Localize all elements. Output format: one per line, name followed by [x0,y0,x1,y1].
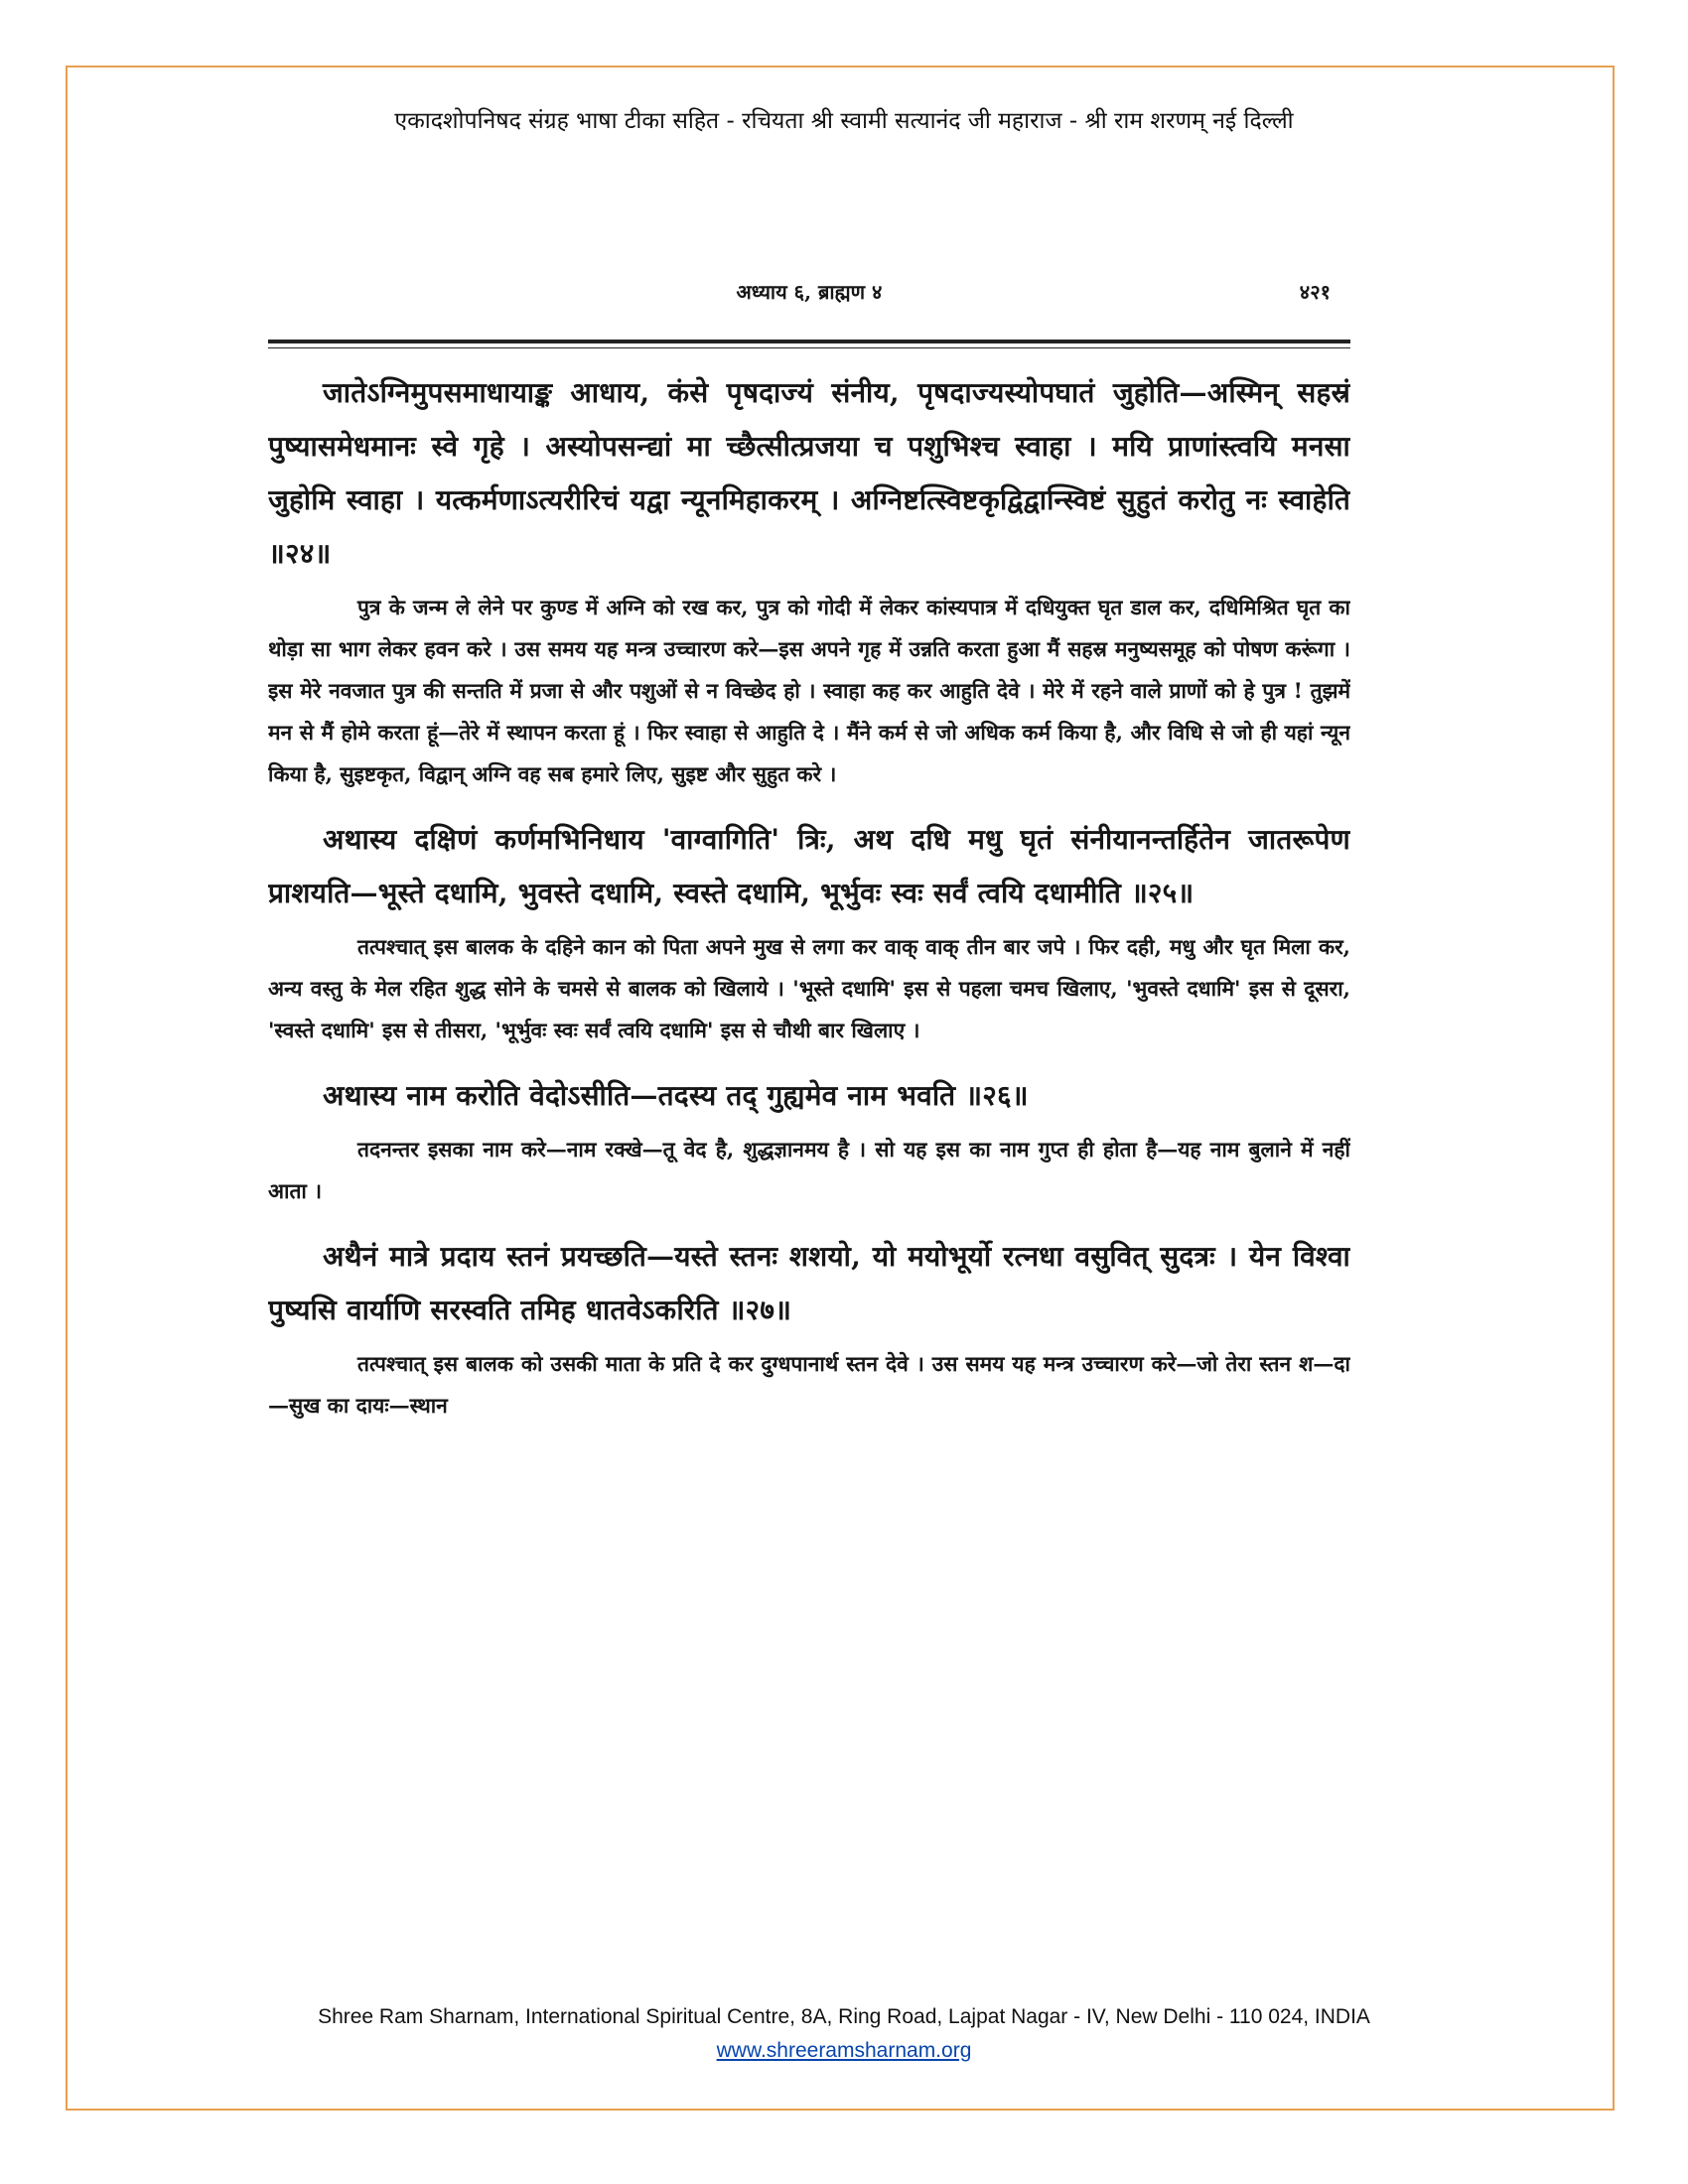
running-head [268,278,1350,318]
verse-25: अथास्य दक्षिणं कर्णमभिनिधाय 'वाग्वागिति' त्रिः, अथ दधि मधु घृतं संनीयानन्तर्हितेन जातरूपेण प्राशयति—भूस्ते दधामि, भुवस्ते दधामि, स्वस्ते दधामि, भूर्भुवः स्वः सर्वं त्वयि दधामीति ॥२५॥ [268,823,1350,909]
verse-26: अथास्य नाम करोति वेदोऽसीति—तदस्य तद् गुह्यमेव नाम भवति ॥२६॥ [323,1079,1029,1112]
commentary-25: तत्पश्चात् इस बालक के दहिने कान को पिता अपने मुख से लगा कर वाक् वाक् तीन बार जपे । फिर दही, मधु और घृत मिला कर, अन्य वस्तु के मेल रहित शुद्ध सोने के चमसे से बालक को खिलाये । 'भूस्ते दधामि' इस से पहला चमच खिलाए, 'भुवस्ते दधामि' इस से दूसरा, 'स्वस्ते दधामि' इस से तीसरा, 'भूर्भुवः स्वः सर्वं त्वयि दधामि' इस से चौथी बार खिलाए । [268,934,1350,1042]
page-number: ४२१ [1299,280,1331,304]
page-header-title: एकादशोपनिषद संग्रह भाषा टीका सहित - रचियता श्री स्वामी सत्यानंद जी महाराज - श्री राम शरणम् नई दिल्ली [394,108,1294,134]
scanned-page [268,268,1350,1956]
commentary-24: पुत्र के जन्म ले लेने पर कुण्ड में अग्नि को रख कर, पुत्र को गोदी में लेकर कांस्यपात्र में दधियुक्त घृत डाल कर, दधिमिश्रित घृत का थोड़ा सा भाग लेकर हवन करे । उस समय यह मन्त्र उच्चारण करे—इस अपने गृह में उन्नति करता हुआ मैं सहस्र मनुष्यसमूह को पोषण करूंगा । इस मेरे नवजात पुत्र की सन्तति में प्रजा से और पशुओं से न विच्छेद हो । स्वाहा कह कर आहुति देवे । मेरे में रहने वाले प्राणों को हे पुत्र ! तुझमें मन से मैं होमे करता हूं—तेरे में स्थापन करता हूं । फिर स्वाहा से आहुति दे । मैंने कर्म से जो अधिक कर्म किया है, और विधि से जो ही यहां न्यून किया है, सुइष्टकृत, विद्वान् अग्नि वह सब हमारे लिए, सुइष्ट और सुहुत करे । [268,595,1350,786]
verse-27: अथैनं मात्रे प्रदाय स्तनं प्रयच्छति—यस्ते स्तनः शशयो, यो मयोभूर्यो रत्नधा वसुवित् सुदत्रः । येन विश्वा पुष्यसि वार्याणि सरस्वति तमिह धातवेऽकरिति ॥२७॥ [268,1240,1350,1326]
footer-address: Shree Ram Sharnam, International Spiritual Centre, 8A, Ring Road, Lajpat Nagar - IV, New Delhi - 110 024, INDIA [318,2005,1370,2028]
header-rule-thin [268,347,1350,348]
header-rule-thick [268,340,1350,343]
chapter-heading: अध्याय ६, ब्राह्मण ४ [736,280,883,304]
website-link[interactable]: www.shreeramsharnam.org [716,2039,972,2062]
commentary-27: तत्पश्चात् इस बालक को उसकी माता के प्रति दे कर दुग्धपानार्थ स्तन देवे । उस समय यह मन्त्र उच्चारण करे—जो तेरा स्तन श—दा—सुख का दायः—स्थान [268,1351,1350,1418]
commentary-26: तदनन्तर इसका नाम करे—नाम रक्खे—तू वेद है, शुद्धज्ञानमय है । सो यह इस का नाम गुप्त ही होता है—यह नाम बुलाने में नहीं आता । [268,1137,1350,1203]
verse-24: जातेऽग्निमुपसमाधायाङ्क आधाय, कंसे पृषदाज्यं संनीय, पृषदाज्यस्योपघातं जुहोति—अस्मिन् सहस्रं पुष्यासमेधमानः स्वे गृहे । अस्योपसन्द्यां मा च्छैत्सीत्प्रजया च पशुभिश्च स्वाहा । मयि प्राणांस्त्वयि मनसा जुहोमि स्वाहा । यत्कर्मणाऽत्यरीरिचं यद्वा न्यूनमिहाकरम् । अग्निष्टत्स्विष्टकृद्विद्वान्स्विष्टं सुहुतं करोतु नः स्वाहेति ॥२४॥ [268,376,1350,570]
